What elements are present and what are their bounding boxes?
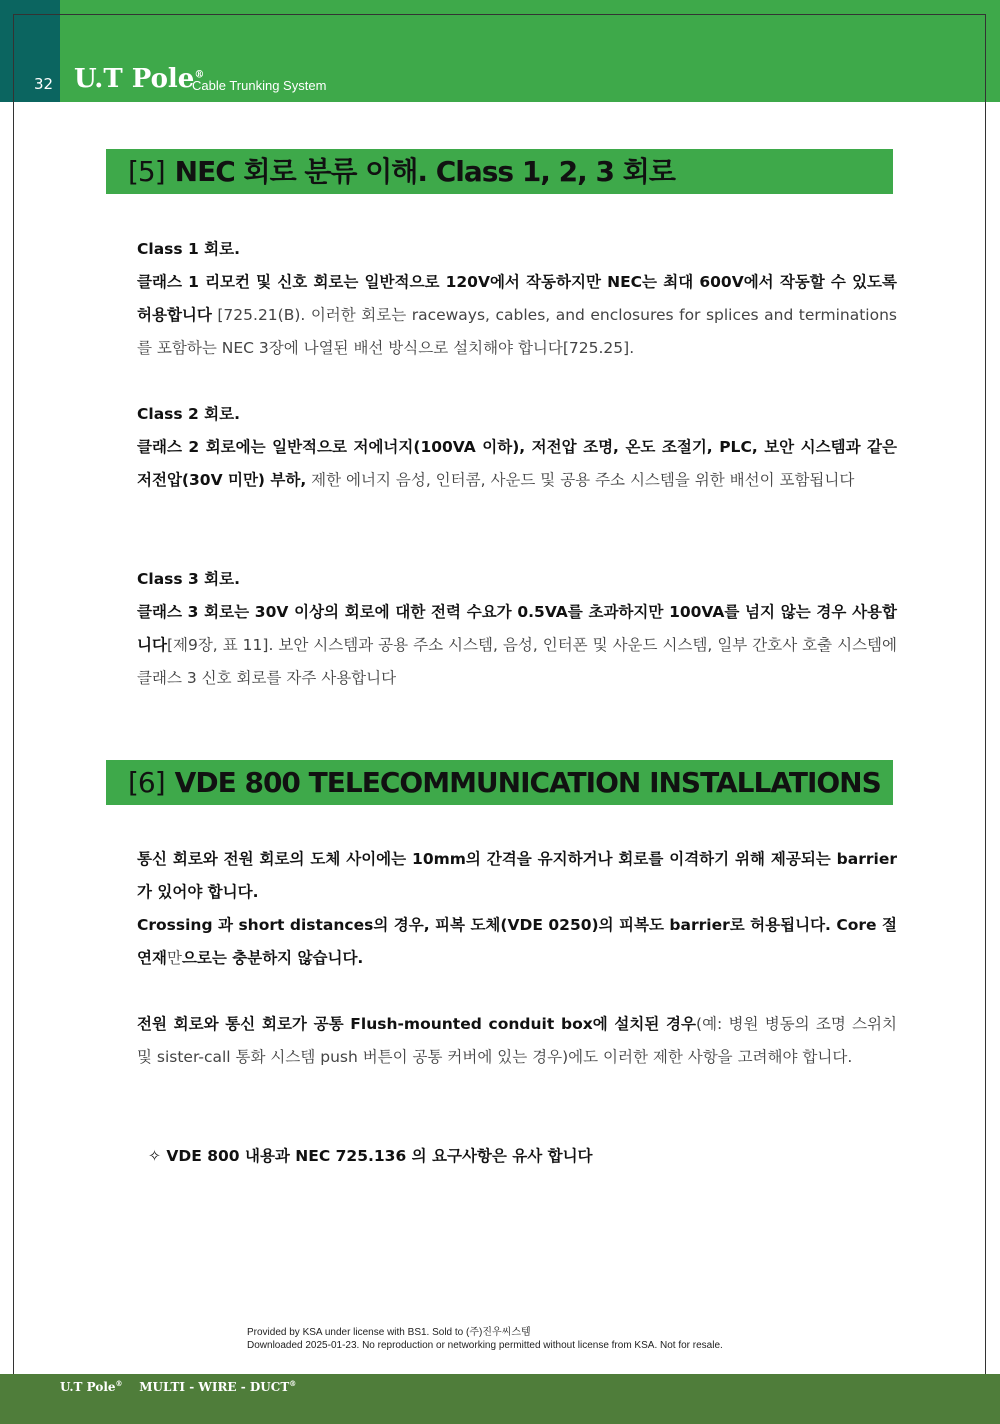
section-6-para-2 (137, 909, 897, 975)
class-3-heading: Class 3 회로. (137, 570, 241, 588)
page-frame (13, 14, 986, 1410)
para-2-bold-1: Crossing 과 short distances의 경우, 피복 도체(VDE 0250)의 피복도 barrier로 허용됩니다. Core 절연재 (137, 916, 897, 967)
license-line-1: Provided by KSA under license with BS1. Sold to (주)진우씨스템 (247, 1327, 531, 1338)
para-2-bold-2: 으로는 충분하지 않습니다. (181, 949, 364, 967)
class-3-body (137, 596, 897, 695)
footer-tagline: MULTI - WIRE - DUCT (139, 1380, 290, 1394)
footer-brand-mark: ® (115, 1379, 123, 1388)
class-3-block (137, 563, 897, 695)
class-2-normal: 제한 에너지 음성, 인터콤, 사운드 및 공용 주소 시스템을 위한 배선이 포함됩니다 (306, 471, 855, 489)
class-1-normal: [725.21(B). 이러한 회로는 raceways, cables, and enclosures for splices and terminations 를 포함하는 NEC 3장에 나열된 배선 방식으로 설치해야 합니다[725.25]. (137, 306, 897, 357)
section-6-para-3 (137, 1008, 897, 1074)
class-1-body (137, 266, 897, 365)
section-5-number: [5] (128, 155, 165, 188)
footer-tagline-mark: ® (289, 1379, 297, 1388)
class-2-body (137, 431, 897, 497)
class-2-bold: 클래스 2 회로에는 일반적으로 저에너지(100VA 이하), 저전압 조명, 온도 조절기, PLC, 보안 시스템과 같은 저전압(30V 미만) 부하, (137, 438, 897, 489)
class-1-bold: 클래스 1 리모컨 및 신호 회로는 일반적으로 120V에서 작동하지만 NEC는 최대 600V에서 작동할 수 있도록 허용합니다 (137, 273, 897, 324)
class-2-block (137, 398, 897, 497)
class-1-heading: Class 1 회로. (137, 240, 241, 258)
class-2-heading: Class 2 회로. (137, 405, 241, 423)
brand-subtitle: Cable Trunking System (192, 78, 327, 93)
para-3-normal: (예: 병원 병동의 조명 스위치 및 sister-call 통화 시스템 push 버튼이 공통 커버에 있는 경우)에도 이러한 제한 사항을 고려해야 합니다. (137, 1015, 898, 1066)
section-5-heading (106, 149, 893, 194)
section-6-block (137, 843, 897, 975)
class-3-normal: [제9장, 표 11]. 보안 시스템과 공용 주소 시스템, 음성, 인터폰 및 사운드 시스템, 일부 간호사 호출 시스템에 클래스 3 신호 회로를 자주 사용합니다 (137, 636, 897, 687)
license-notice (247, 1326, 723, 1352)
brand-mark: ® (194, 69, 205, 81)
page-number: 32 (34, 75, 54, 93)
footer-brand (60, 1379, 296, 1394)
class-3-bold: 클래스 3 회로는 30V 이상의 회로에 대한 전력 수요가 0.5VA를 초과하지만 100VA를 넘지 않는 경우 사용합니다 (137, 603, 897, 654)
vde-note: ✧ VDE 800 내용과 NEC 725.136 의 요구사항은 유사 합니다 (148, 1147, 593, 1165)
footer-brand-name: U.T Pole (60, 1380, 116, 1394)
para-2-normal: 만 (166, 949, 182, 967)
para-3-bold: 전원 회로와 통신 회로가 공통 Flush-mounted conduit box에 설치된 경우 (137, 1015, 697, 1033)
section-5-title: NEC 회로 분류 이해. Class 1, 2, 3 회로 (174, 155, 675, 188)
section-6-heading (106, 760, 893, 805)
license-line-2: Downloaded 2025-01-23. No reproduction or networking permitted without license from KSA. Not for resale. (247, 1340, 723, 1351)
class-1-block (137, 233, 897, 365)
section-6-number: [6] (128, 766, 165, 799)
section-6-para-3-body (137, 1008, 897, 1074)
brand-name: U.T Pole (74, 64, 195, 94)
section-6-para-1: 통신 회로와 전원 회로의 도체 사이에는 10mm의 간격을 유지하거나 회로를 이격하기 위해 제공되는 barrier가 있어야 합니다. (137, 850, 897, 901)
section-6-title: VDE 800 TELECOMMUNICATION INSTALLATIONS (174, 766, 881, 799)
